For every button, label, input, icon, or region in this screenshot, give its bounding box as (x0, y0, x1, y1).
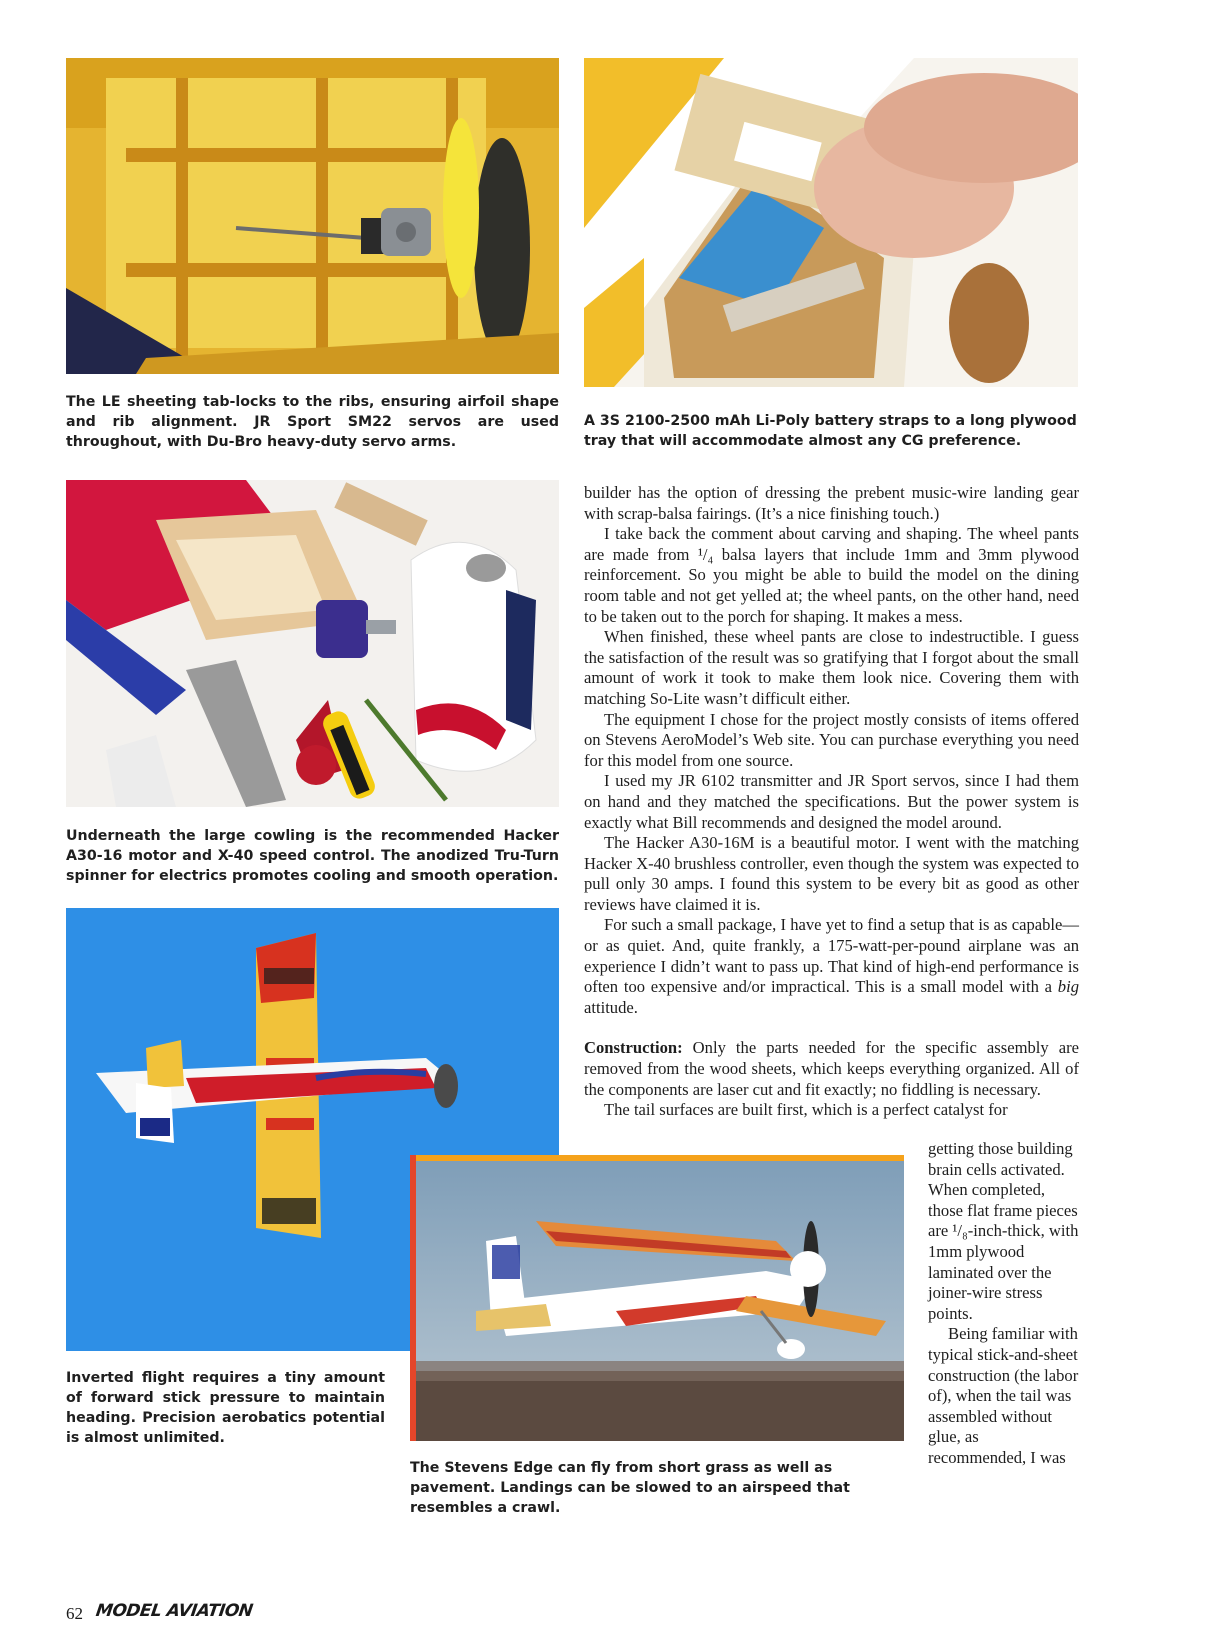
article-paragraph: When finished, these wheel pants are close to indestructible. I guess the satisfaction of the result was so gratifying that I forgot about the small amount of work it took to make them look nice. Covering them with matching So-Lite wasn’t difficult either. (584, 627, 1079, 708)
article-body (584, 483, 1079, 1121)
article-wrap-column (928, 1139, 1080, 1469)
caption-landing: The Stevens Edge can fly from short grass as well as pavement. Landings can be slowed to an airspeed that resembles a crawl. (410, 1460, 850, 1516)
battery-tray-illustration (584, 58, 1078, 387)
article-text: For such a small package, I have yet to find a setup that is as capable—or as quiet. And, quite frankly, a 175-watt-per-pound airplane was an experience I didn’t want to pass up. That kind of high-end performance is often too expensive and/or impractical. This is a small model with a (584, 915, 1079, 997)
article-paragraph (584, 1038, 1079, 1100)
caption-cowling: Underneath the large cowling is the recommended Hacker A30-16 motor and X-40 speed control. The anodized Tru-Turn spinner for electrics promotes cooling and smooth operation. (66, 828, 559, 884)
article-paragraph: getting those building brain cells activated. When completed, those flat frame pieces are ¹/₈-inch-thick, with 1mm plywood laminated over the joiner-wire stress points. (928, 1139, 1079, 1323)
caption-wing-servo: The LE sheeting tab-locks to the ribs, ensuring airfoil shape and rib alignment. JR Sport SM22 servos are used throughout, with Du-Bro heavy-duty servo arms. (66, 394, 559, 450)
landing-illustration (416, 1161, 904, 1441)
page-number: 62 (66, 1604, 83, 1623)
article-paragraph: The equipment I chose for the project mostly consists of items offered on Stevens AeroModel’s Web site. You can purchase everything you need for this model from one source. (584, 709, 1079, 770)
photo-cowling-motor (66, 480, 559, 807)
caption-inverted: Inverted flight requires a tiny amount of forward stick pressure to maintain heading. Precision aerobatics potential is almost unlimited. (66, 1370, 385, 1446)
article-text: attitude. (584, 997, 638, 1017)
article-paragraph: The Hacker A30-16M is a beautiful motor. I went with the matching Hacker X-40 brushless controller, even though the system was expected to pull only 30 amps. I found this system to be every bit as good as other reviews have claimed it is. (584, 833, 1079, 914)
article-paragraph: I take back the comment about carving and shaping. The wheel pants are made from ¹/₄ balsa layers that include 1mm and 3mm plywood reinforcement. So you might be able to build the model on the dining room table and not get yelled at; the wheel pants, on the other hand, need to be taken out to the porch for shaping. It makes a mess. (584, 524, 1079, 626)
magazine-logo: MODEL AVIATION (94, 1601, 254, 1621)
section-heading: Construction: (584, 1038, 683, 1058)
article-paragraph (584, 915, 1079, 1018)
photo-wing-servo-bay (66, 58, 559, 374)
article-text: Only the parts needed for the specific assembly are removed from the wood sheets, which keeps everything organized. All of the components are laser cut and fit exactly; no fiddling is necessary. (584, 1038, 1079, 1099)
article-paragraph: Being familiar with typical stick-and-sheet construction (the labor of), when the tail was assembled without glue, as recommended, I was (928, 1324, 1079, 1467)
cowling-motor-illustration (66, 480, 559, 807)
wing-servo-illustration (66, 58, 559, 374)
caption-battery-tray: A 3S 2100-2500 mAh Li-Poly battery straps to a long plywood tray that will accommodate almost any CG preference. (584, 413, 1077, 449)
photo-battery-tray (584, 58, 1078, 387)
photo-landing (416, 1161, 904, 1441)
article-emphasis: big (1057, 977, 1079, 997)
article-paragraph: The tail surfaces are built first, which is a perfect catalyst for (604, 1100, 1008, 1120)
article-paragraph: I used my JR 6102 transmitter and JR Sport servos, since I had them on hand and they matched the specifications. But the power system is exactly what Bill recommends and designed the model around. (584, 771, 1079, 832)
article-paragraph: builder has the option of dressing the prebent music-wire landing gear with scrap-balsa fairings. (It’s a nice finishing touch.) (584, 483, 1079, 523)
